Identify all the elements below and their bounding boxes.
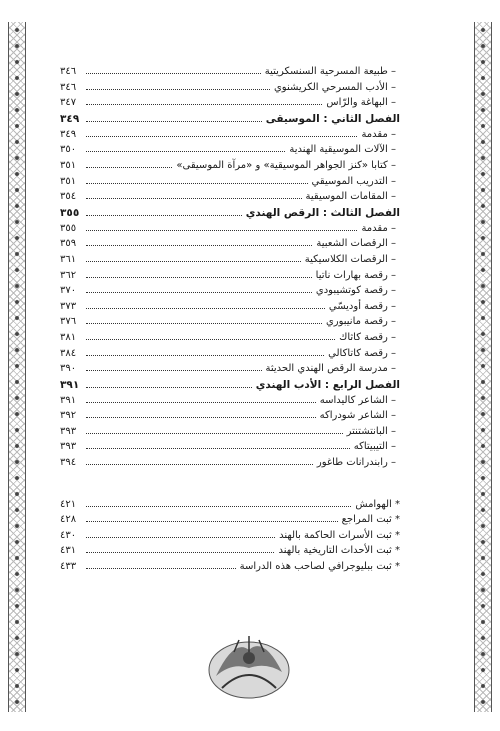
toc-entry (60, 346, 400, 362)
page-number: ٣٩٤ (60, 457, 77, 469)
entry-title: – رقصة مانيبوري (325, 316, 396, 328)
toc-entry (60, 393, 400, 409)
page-number: ٣٦١ (60, 253, 77, 265)
left-floral-border (8, 22, 26, 712)
toc-entry (60, 299, 400, 315)
toc-entry (60, 64, 400, 80)
entry-title: – الرقصات الشعبية (316, 238, 396, 250)
entry-title: – رقصة بهارات ناتيا (315, 269, 396, 281)
entry-title: – التدريب الموسيقي (311, 175, 396, 187)
dot-leader (86, 253, 301, 262)
entry-title: الفصل الثالث : الرقص الهندي (245, 206, 400, 219)
dot-leader (86, 237, 312, 246)
page-number: ٤٣٠ (60, 529, 77, 541)
toc-appendix-list (60, 497, 400, 575)
entry-title: – الشاعر كاليداسه (319, 394, 396, 406)
dot-leader (86, 269, 312, 278)
page-number: ٣٥٥ (60, 222, 77, 234)
right-floral-border (474, 22, 492, 712)
entry-title: – رقصة كاتاكالي (328, 347, 396, 359)
dot-leader (86, 409, 316, 418)
page-number: ٣٩٣ (60, 425, 77, 437)
page-number: ٣٥٤ (60, 191, 77, 203)
entry-title: – كتابا «كنز الجواهر الموسيقية» و «مرآة الموسيقى» (176, 159, 396, 171)
page-number: ٣٧٣ (60, 300, 77, 312)
entry-title: * الهوامش (355, 498, 400, 510)
entry-title: * ثبت الأسرات الحاكمة بالهند (279, 529, 400, 541)
toc-entry (60, 252, 400, 268)
toc-entry (60, 127, 400, 143)
toc-chapter-entry (60, 205, 400, 221)
page-number: ٤٢٨ (60, 514, 77, 526)
entry-title: الفصل الثاني : الموسيقى (265, 112, 400, 125)
dot-leader (86, 498, 351, 507)
dot-leader (86, 362, 262, 371)
toc-main-list (60, 64, 400, 471)
page-number: ٣٥٠ (60, 144, 77, 156)
dot-leader (86, 96, 322, 105)
entry-title: – مدرسة الرقص الهندي الحديثة (265, 363, 396, 375)
dot-leader (86, 560, 236, 569)
dot-leader (86, 513, 338, 522)
toc-entry (60, 455, 400, 471)
entry-title: – رقصة كوتشيبودي (315, 285, 396, 297)
page-number: ٣٩١ (60, 394, 77, 406)
entry-title: * ثبت الأحداث التاريخية بالهند (278, 545, 400, 557)
entry-title: – البانتشتنتر (346, 425, 396, 437)
page-number: ٣٤٧ (60, 97, 77, 109)
toc-entry (60, 497, 400, 513)
dot-leader (86, 143, 285, 152)
page-number: ٣٨٤ (60, 347, 77, 359)
toc-entry (60, 528, 400, 544)
toc-entry (60, 543, 400, 559)
page-number: ٣٥١ (60, 175, 77, 187)
dot-leader (86, 207, 242, 216)
entry-title: – التيبيتاكه (353, 441, 396, 453)
toc-entry (60, 314, 400, 330)
toc-chapter-entry (60, 111, 400, 127)
toc-entry (60, 236, 400, 252)
toc-entry (60, 512, 400, 528)
entry-title: – الأدب المسرحي الكريشنوي (273, 81, 396, 93)
dot-leader (86, 456, 313, 465)
toc-entry (60, 142, 400, 158)
page-number: ٣٥٩ (60, 238, 77, 250)
dot-leader (86, 425, 343, 434)
dot-leader (86, 284, 312, 293)
dot-leader (86, 222, 357, 231)
entry-title: – رقصة أوديسّي (328, 300, 396, 312)
entry-title: * ثبت ببليوجرافي لصاحب هذه الدراسة (239, 561, 400, 573)
entry-title: – المقامات الموسيقية (305, 191, 396, 203)
dot-leader (86, 81, 270, 90)
page-number: ٣٤٦ (60, 66, 77, 77)
toc-entry (60, 189, 400, 205)
entry-title: – الآلات الموسيقية الهندية (289, 144, 396, 156)
dot-leader (86, 315, 322, 324)
toc-entry (60, 283, 400, 299)
toc-entry (60, 408, 400, 424)
section-gap (60, 471, 400, 497)
page-number: ٤٢١ (60, 498, 77, 510)
dot-leader (86, 440, 350, 449)
entry-title: * ثبت المراجع (341, 514, 400, 526)
toc-entry (60, 439, 400, 455)
toc-entry (60, 268, 400, 284)
table-of-contents (60, 64, 400, 575)
page-number: ٣٩٠ (60, 363, 77, 375)
page-number: ٣٧٦ (60, 316, 77, 328)
dot-leader (86, 128, 357, 137)
dot-leader (86, 159, 172, 168)
entry-title: – الرقصات الكلاسيكية (304, 253, 396, 265)
dot-leader (86, 65, 261, 74)
page-number: ٣٤٦ (60, 81, 77, 93)
page-number: ٣٩٢ (60, 410, 77, 422)
dot-leader (86, 347, 324, 356)
entry-title: – طبيعة المسرحية السنسكريتية (264, 66, 396, 77)
ornamental-emblem-icon (204, 632, 294, 700)
dot-leader (86, 175, 308, 184)
dot-leader (86, 190, 302, 199)
toc-entry (60, 80, 400, 96)
page-number: ٣٦٢ (60, 269, 77, 281)
toc-entry (60, 424, 400, 440)
dot-leader (86, 529, 275, 538)
dot-leader (86, 331, 335, 340)
entry-title: – رقصة كاثاك (339, 331, 396, 343)
toc-entry (60, 361, 400, 377)
dot-leader (86, 379, 252, 388)
page-number: ٣٤٩ (60, 112, 80, 125)
entry-title: – البهاغة والرّاس (326, 97, 396, 109)
dot-leader (86, 300, 325, 309)
dot-leader (86, 544, 274, 553)
page-number: ٤٣١ (60, 545, 77, 557)
entry-title: – الشاعر شودراكه (319, 410, 396, 422)
page-number: ٣٧٠ (60, 285, 77, 297)
toc-entry (60, 559, 400, 575)
entry-title: – مقدمة (361, 128, 396, 140)
entry-title: الفصل الرابع : الأدب الهندي (255, 378, 400, 391)
toc-entry (60, 330, 400, 346)
toc-chapter-entry (60, 377, 400, 393)
toc-entry (60, 221, 400, 237)
page-number: ٣٩١ (60, 378, 80, 391)
page-number: ٣٤٩ (60, 128, 77, 140)
entry-title: – مقدمة (361, 222, 396, 234)
page-number: ٣٥١ (60, 159, 77, 171)
page-number: ٣٨١ (60, 331, 77, 343)
entry-title: – رابندرانات طاغور (316, 457, 396, 469)
toc-entry (60, 158, 400, 174)
dot-leader (86, 394, 316, 403)
page-number: ٣٩٣ (60, 441, 77, 453)
toc-entry (60, 174, 400, 190)
page-number: ٤٣٣ (60, 561, 77, 573)
toc-entry (60, 95, 400, 111)
dot-leader (86, 113, 262, 122)
page-number: ٣٥٥ (60, 206, 80, 219)
